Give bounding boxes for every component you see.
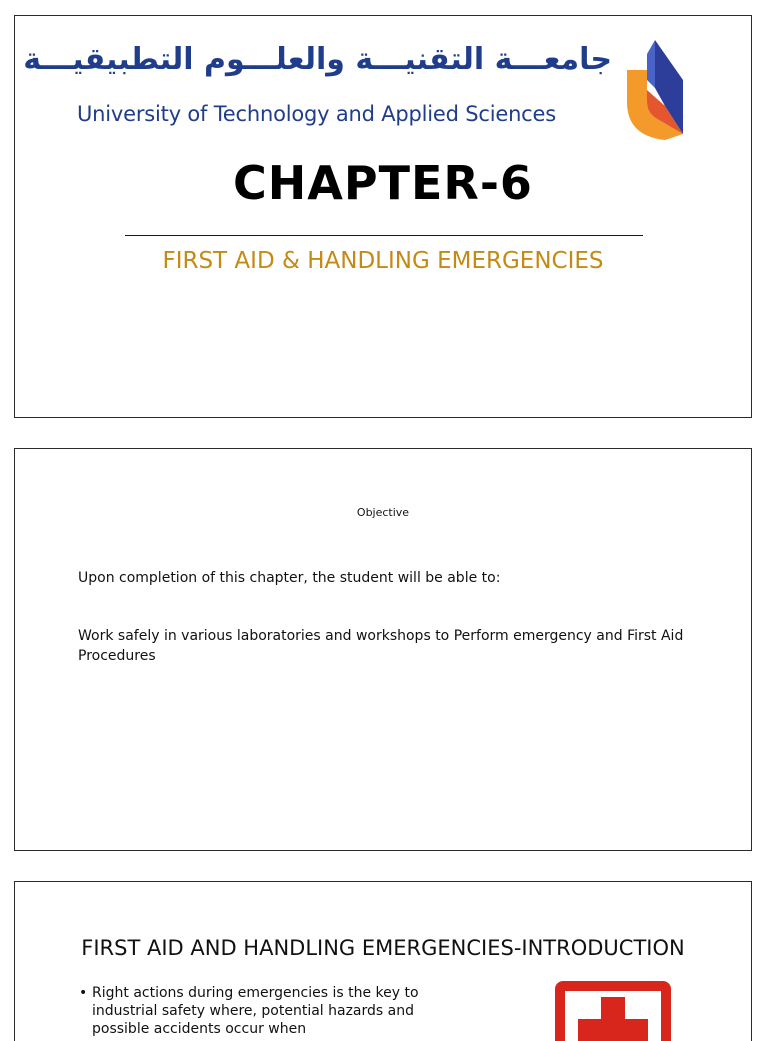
objective-goal: Work safely in various laboratories and workshops to Perform emergency and First Aid Procedures [78,628,684,664]
bullet-text: Right actions during emergencies is the key to industrial safety where, potential hazards and possible accidents occur when [92,985,419,1037]
bullet-marker: • [79,985,88,1001]
introduction-title: FIRST AID AND HANDLING EMERGENCIES-INTRODUCTION [81,936,685,960]
chapter-title: CHAPTER-6 [233,156,533,210]
objective-slide [14,448,752,851]
objective-heading: Objective [356,506,410,519]
logo-arabic-text: جامعـــة التقنيـــة والعلـــوم التطبيقيـــة [23,42,612,77]
introduction-slide [14,881,752,1041]
logo-english-text: University of Technology and Applied Sciences [77,102,556,126]
first-aid-cross-icon [553,979,673,1041]
chapter-subtitle: FIRST AID & HANDLING EMERGENCIES [162,248,604,274]
list-item [77,984,447,1038]
title-slide [14,15,752,418]
objective-intro: Upon completion of this chapter, the student will be able to: [78,570,501,586]
bullet-list [77,984,447,1038]
university-emblem-icon [625,40,685,140]
title-divider [125,235,643,236]
university-logo [23,40,687,140]
